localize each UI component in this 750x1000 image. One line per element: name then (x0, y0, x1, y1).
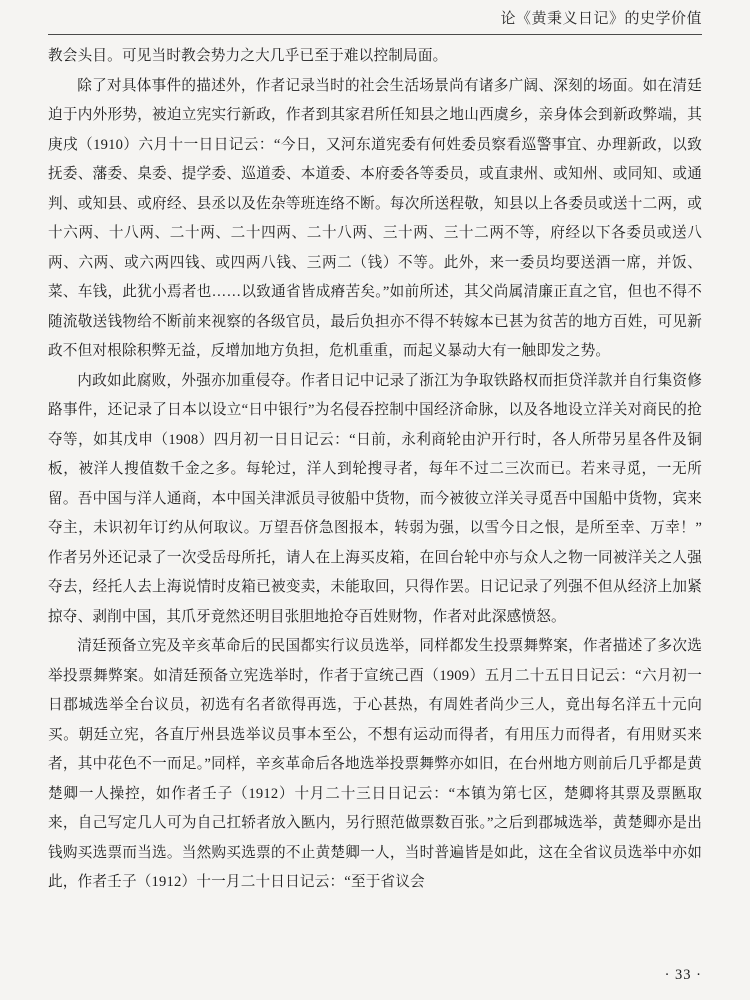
header-rule (48, 34, 702, 35)
paragraph-4: 清廷预备立宪及辛亥革命后的民国都实行议员选举，同样都发生投票舞弊案，作者描述了多次选举投票舞弊案。如清廷预备立宪选举时，作者于宣统己酉（1909）五月二十五日日记云：“六月初一日郡城选举全台议员，初选有名者欲得再选，于心甚热，有周姓者尚少三人，竟出每名洋五十元向买。朝廷立宪，各直厅州县选举议员事本至公，不想有运动而得者，有用压力而得者，有用财买来者，其中花色不一而足。”同样，辛亥革命后各地选举投票舞弊亦如旧，在台州地方则前后几乎都是黄楚卿一人操控，如作者壬子（1912）十月二十三日日记云：“本镇为第七区，楚卿将其票及票匦取来，自己写定几人可为自己扛轿者放入匦内，另行照范做票数百张。”之后到郡城选举，黄楚卿亦是出钱购买选票而当选。当然购买选票的不止黄楚卿一人，当时普遍皆是如此，这在全省议员选举中亦如此，作者壬子（1912）十一月二十日日记云：“至于省议会 (48, 638, 702, 890)
paragraph-2: 除了对具体事件的描述外，作者记录当时的社会生活场景尚有诸多广阔、深刻的场面。如在清廷迫于内外形势，被迫立宪实行新政，作者到其家君所任知县之地山西虞乡，亲身体会到新政弊端，其庚戌（1910）六月十一日日记云：“今日，又河东道宪委有何姓委员察看巡警事宜、办理新政，以致抚委、藩委、臬委、提学委、巡道委、本道委、本府委各等委员，或直隶州、或知州、或同知、或通判、或知县、或府经、县丞以及佐杂等班连络不断。每次所送程敬，知县以上各委员或送十二两，或十六两、十八两、二十两、二十四两、二十八两、三十两、三十二两不等，府经以下各委员或送八两、六两、或六两四钱、或四两八钱、三两二（钱）不等。此外，来一委员均要送酒一席，并饭、菜、车钱，此犹小焉者也……以致通省皆成瘠苦矣。”如前所述，其父尚属清廉正直之官，但也不得不随流敬送钱物给不断前来视察的各级官员，最后负担亦不得不转嫁本已甚为贫苦的地方百姓，可见新政不但对根除积弊无益，反增加地方负担，危机重重，而起义暴动大有一触即发之势。 (48, 77, 702, 359)
page-number: · 33 · (664, 967, 702, 983)
running-head-title: 论《黄秉义日记》的史学价值 (500, 11, 702, 27)
body-text (48, 42, 702, 898)
paragraph-1: 教会头目。可见当时教会势力之大几乎已至于难以控制局面。 (48, 48, 448, 64)
paragraph-3: 内政如此腐败，外强亦加重侵夺。作者日记中记录了浙江为争取铁路权而拒贷洋款并自行集资修路事件，还记录了日本以设立“日中银行”为名侵吞控制中国经济命脉，以及各地设立洋关对商民的抢夺等，如其戊申（1908）四月初一日日记云：“日前，永利商轮由沪开行时，各人所带另星各件及铜板，被洋人搜值数千金之多。每轮过，洋人到轮搜寻者，每年不过二三次而已。若来寻觅，一无所留。吾中国与洋人通商，本中国关津派员寻彼船中货物，而今被彼立洋关寻觅吾中国船中货物，宾来夺主，未识初年订约从何取议。万望吾侪急图报本，转弱为强，以雪今日之恨，是所至幸、万幸！”作者另外还记录了一次受岳母所托，请人在上海买皮箱，在回台轮中亦与众人之物一同被洋关之人强夺去，经托人去上海说情时皮箱已被变卖，未能取回，只得作罢。日记记录了列强不但从经济上加紧掠夺、剥削中国，其爪牙竟然还明目张胆地抢夺百姓财物，作者对此深感愤怒。 (48, 372, 702, 625)
